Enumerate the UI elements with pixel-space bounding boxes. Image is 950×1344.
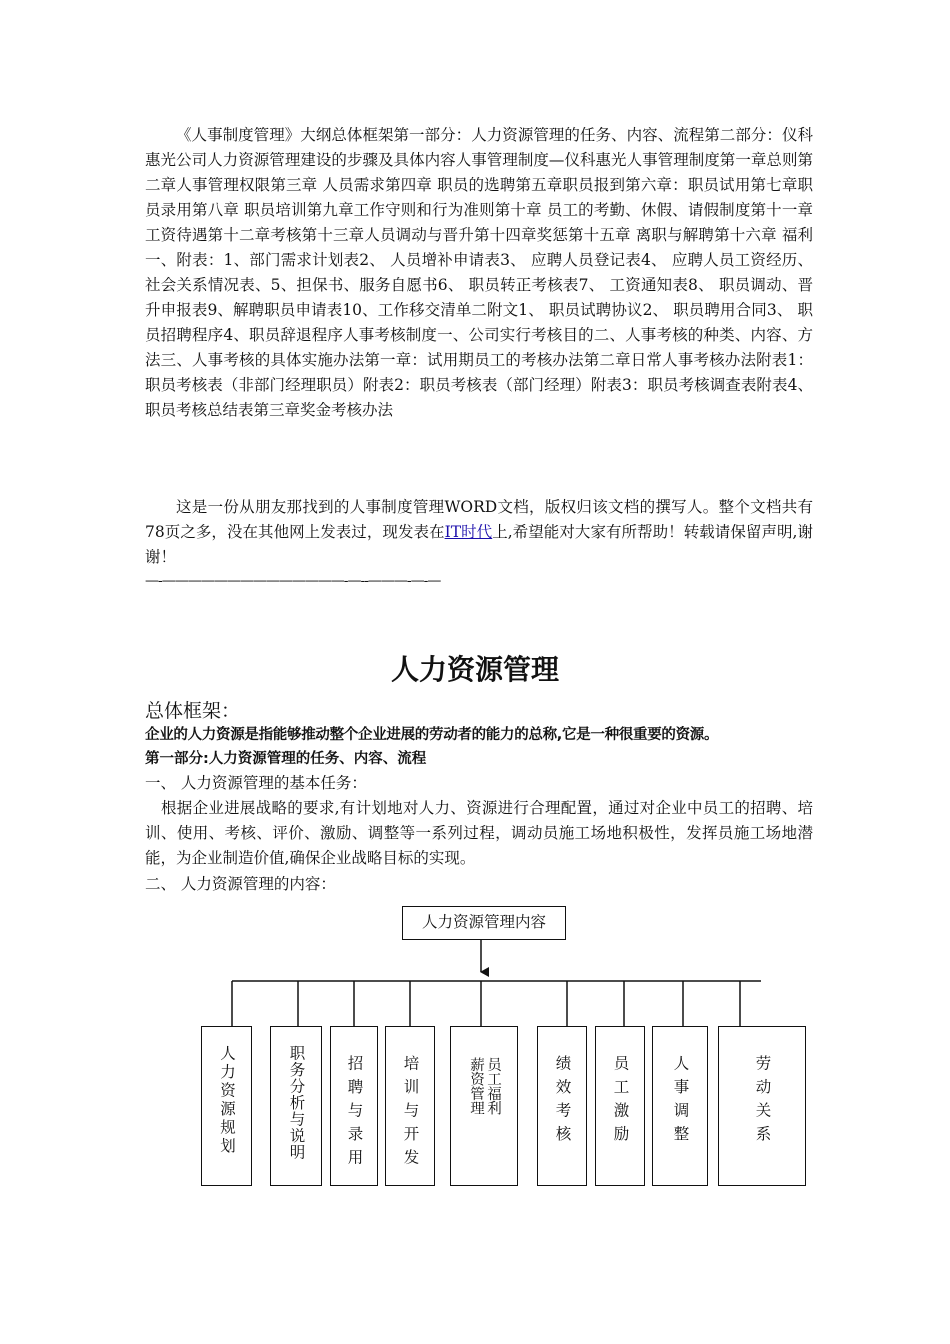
section-two-heading: 二、 人力资源管理的内容： [145,875,336,893]
separator-line: —-——————————————-—--———-—-— [145,573,441,589]
note-text-after-link: 上,希望能对大家有所帮助！转载请保留声明,谢谢！ [145,523,814,566]
box-personnel-adjust-label: 人事调整 [671,1055,690,1149]
box-performance [537,1026,587,1186]
box-labor-relations [718,1026,806,1186]
document-title: 人力资源管理 [390,653,559,686]
box-hr-planning [201,1026,252,1186]
copyright-note [145,495,813,570]
outline-paragraph: 《人事制度管理》大纲总体框架第一部分：人力资源管理的任务、内容、流程第二部分：仪科惠光公司人力资源管理建设的步骤及具体内容人事管理制度—仪科惠光人事管理制度第一章总则第二章人事管理权限第三章 人员需求第四章 职员的选聘第五章职员报到第六章：职员试用第七章职员录用第八章 职员培训第九章工作守则和行为准则第十章 员工的考勤、休假、请假制度第十一章 工资待遇第十二章考核第十三章人员调动与晋升第十四章奖惩第十五章 离职与解聘第十六章 福利一、附表：1、部门需求计划表2、 人员增补申请表3、 应聘人员登记表4、 应聘人员工资经历、社会关系情况表、5、担保书、服务自愿书6、 职员转正考核表7、 工资通知表8、 职员调动、晋升申报表9、解聘职员申请表10、工作移交清单二附文1、 职员试聘协议2、 职员聘用合同3、 职员招聘程序4、职员辞退程序人事考核制度一、公司实行考核目的二、人事考核的种类、内容、方法三、人事考核的具体实施办法第一章：试用期员工的考核办法第二章日常人事考核办法附表1：职员考核表（非部门经理职员）附表2：职员考核表（部门经理）附表3：职员考核调查表附表4、职员考核总结表第三章奖金考核办法 [145,126,813,419]
box-job-analysis-label: 职务分析与说明 [287,1045,306,1161]
box-salary-benefits [450,1026,518,1186]
box-training [385,1026,435,1186]
box-personnel-adjust [652,1026,708,1186]
box-performance-label: 绩效考核 [553,1055,572,1149]
box-benefits-label: 员工福利 [485,1057,501,1115]
section-one-heading: 一、 人力资源管理的基本任务： [145,774,367,792]
box-job-analysis [270,1026,322,1186]
box-training-label: 培训与开发 [401,1055,420,1173]
framework-heading: 总体框架： [145,700,241,722]
note-text-before-link: 这是一份从朋友那找到的人事制度管理WORD文档，版权归该文档的撰写人。整个文档共有78页之多，没在其他网上发表过，现发表在 [145,498,813,541]
box-recruitment [330,1026,378,1186]
box-motivation-label: 员工激励 [611,1055,630,1149]
box-labor-relations-label: 劳动关系 [753,1055,772,1149]
box-hr-planning-label: 人力资源规划 [218,1045,236,1156]
hr-definition: 企业的人力资源是指能够推动整个企业进展的劳动者的能力的总称,它是一种很重要的资源。 [145,727,719,743]
basic-task-paragraph: 根据企业进展战略的要求,有计划地对人力、资源进行合理配置，通过对企业中员工的招聘、培训、使用、考核、评价、激励、调整等一系列过程，调动员施工场地积极性，发挥员施工场地潜能，为企业制造价值,确保企业战略目标的实现。 [145,799,813,867]
box-motivation [595,1026,645,1186]
diagram-root-box: 人力资源管理内容 [402,906,566,940]
box-recruitment-label: 招聘与录用 [345,1055,364,1173]
it-era-link[interactable]: IT时代 [444,523,493,541]
part-one-heading: 第一部分:人力资源管理的任务、内容、流程 [145,751,427,767]
box-salary-label: 薪资管理 [468,1057,484,1115]
